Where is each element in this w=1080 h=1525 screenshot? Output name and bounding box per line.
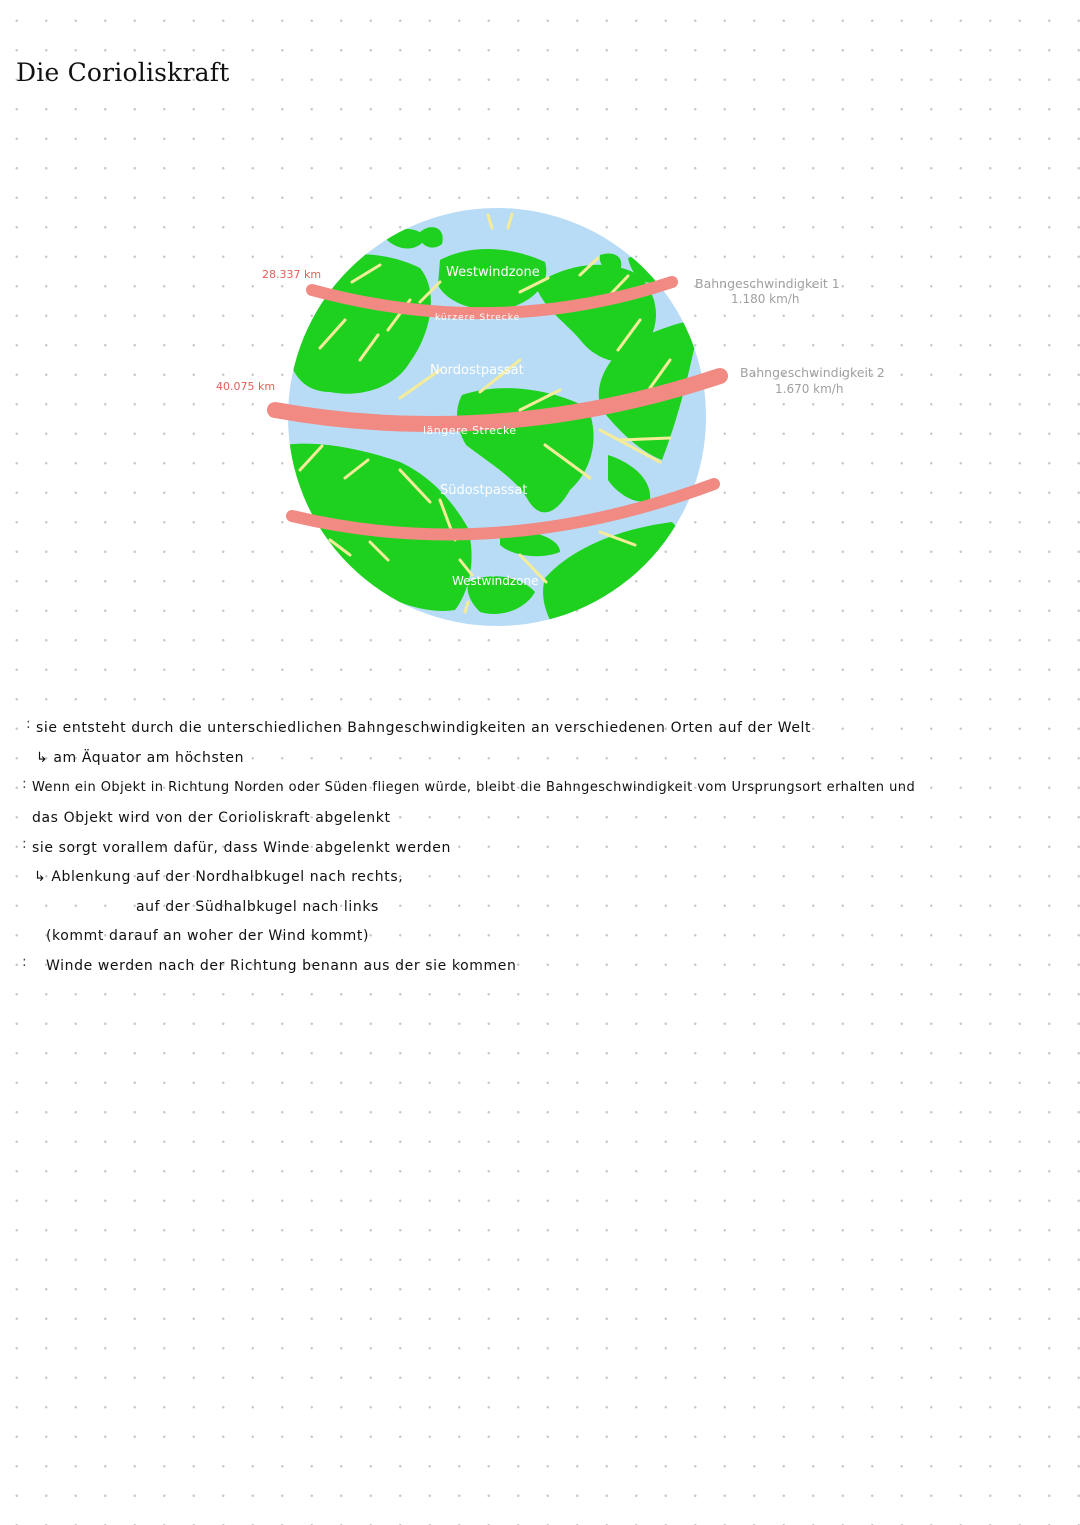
circumference-upper: 28.337 km xyxy=(262,268,322,281)
bullet-dot: : xyxy=(26,716,31,732)
zone-westwind-north: Westwindzone xyxy=(446,265,540,280)
note-line-8: (kommt darauf an woher der Wind kommt) xyxy=(46,928,370,944)
circumference-equator: 40.075 km xyxy=(216,380,276,393)
bullet-dot: : xyxy=(22,776,27,792)
note-line-9: Winde werden nach der Richtung benann aus der sie kommen xyxy=(46,958,517,974)
bullet-dot: : xyxy=(22,954,27,970)
coriolis-globe-diagram xyxy=(0,0,1080,700)
speed2-value: 1.670 km/h xyxy=(775,382,844,396)
zone-southeast-trade: Südostpassat xyxy=(440,483,528,498)
note-line-5: sie sorgt vorallem dafür, dass Winde abgelenkt werden xyxy=(32,840,451,856)
speed2-label: Bahngeschwindigkeit 2 xyxy=(740,365,885,380)
note-line-3: Wenn ein Objekt in Richtung Norden oder Süden fliegen würde, bleibt die Bahngeschwindigkeit vom Ursprungsort erhalten und xyxy=(32,780,916,795)
note-line-1: sie entsteht durch die unterschiedlichen Bahngeschwindigkeiten an verschiedenen Orten auf der Welt xyxy=(36,720,812,736)
speed1-label: Bahngeschwindigkeit 1 xyxy=(695,276,840,291)
zone-westwind-south: Westwindzone xyxy=(452,574,539,588)
bullet-dot: : xyxy=(22,836,27,852)
label-long-route: längere Strecke xyxy=(423,424,517,437)
note-line-7: auf der Südhalbkugel nach links xyxy=(136,899,379,915)
zone-northeast-trade: Nordostpassat xyxy=(430,363,524,378)
label-short-route: kürzere Strecke xyxy=(435,313,521,323)
note-line-6: ↳ Ablenkung auf der Nordhalbkugel nach rechts, xyxy=(34,869,404,885)
speed1-value: 1.180 km/h xyxy=(731,292,800,306)
note-line-2: ↳ am Äquator am höchsten xyxy=(36,750,245,766)
page-title: Die Corioliskraft xyxy=(16,58,230,87)
note-line-4: das Objekt wird von der Corioliskraft abgelenkt xyxy=(32,810,391,826)
